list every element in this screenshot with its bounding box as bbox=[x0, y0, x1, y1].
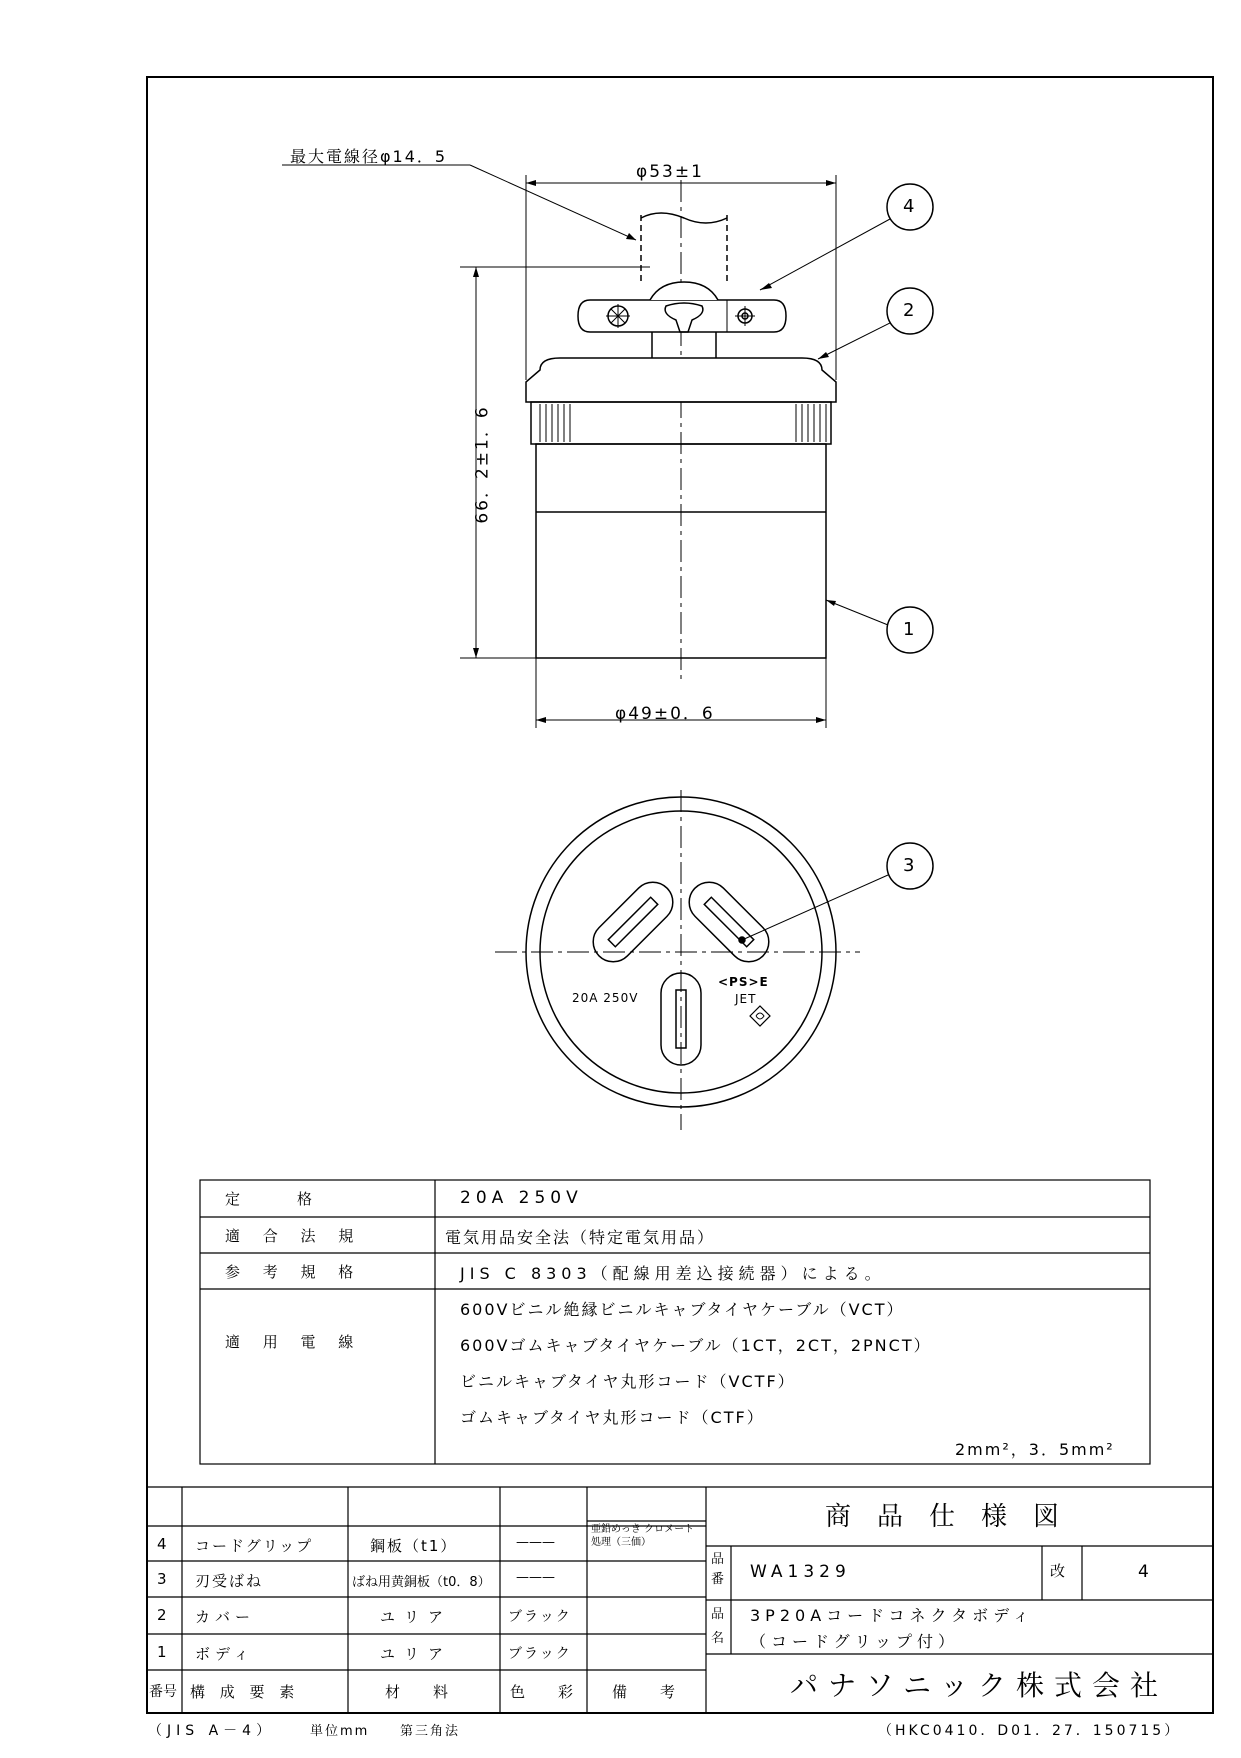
footer-projection: 第三角法 bbox=[400, 1724, 461, 1739]
header-color: 色 彩 bbox=[510, 1683, 583, 1701]
part-2-color: ブラック bbox=[508, 1609, 572, 1625]
spec-cable-4: ゴムキャブタイヤ丸形コード（CTF） bbox=[460, 1408, 765, 1427]
part-4-color: ——— bbox=[516, 1535, 555, 1550]
face-rating-text: 20A 250V bbox=[572, 991, 639, 1005]
face-jet-text: JET bbox=[735, 992, 757, 1006]
cord-break bbox=[641, 213, 727, 223]
top-diameter-dim: φ53±1 bbox=[636, 162, 704, 182]
spec-cable-sizes: 2mm²，3．5mm² bbox=[955, 1440, 1115, 1459]
part-4-note: 亜鉛めっき クロメート処理（三価） bbox=[591, 1524, 695, 1548]
cover-top bbox=[526, 358, 836, 402]
diamond-mark bbox=[750, 1006, 770, 1026]
face-ps-mark: <PS>E bbox=[718, 975, 769, 989]
bottom-diameter-dim: φ49±0．6 bbox=[615, 704, 715, 724]
part-2-no: 2 bbox=[157, 1606, 169, 1624]
leader-2 bbox=[818, 323, 890, 359]
part-3-material: ばね用黄銅板（t0．8） bbox=[352, 1575, 491, 1590]
balloon-4-label: 4 bbox=[903, 196, 915, 217]
height-dim: 66．2±1．6 bbox=[472, 405, 493, 524]
cord-grip-legs bbox=[652, 332, 716, 358]
hinmei-line-1: 3P20Aコードコネクタボディ bbox=[750, 1606, 1034, 1625]
spec-value-law: 電気用品安全法（特定電気用品） bbox=[445, 1228, 716, 1247]
max-wire-dia-label: 最大電線径φ14．5 bbox=[290, 147, 448, 166]
header-no: 番号 bbox=[149, 1684, 177, 1700]
slot-left bbox=[585, 874, 681, 970]
slot-right bbox=[681, 874, 777, 970]
kai-label: 改 bbox=[1050, 1562, 1066, 1580]
spec-label-standard: 参 考 規 格 bbox=[225, 1263, 363, 1281]
leader-4 bbox=[760, 219, 890, 290]
part-1-no: 1 bbox=[157, 1643, 169, 1661]
title: 商品仕様図 bbox=[825, 1502, 1086, 1532]
hinban-label: 品番 bbox=[711, 1552, 725, 1587]
part-2-name: カバー bbox=[195, 1608, 256, 1626]
cord-grip-bend bbox=[650, 282, 718, 300]
part-1-name: ボディ bbox=[195, 1645, 254, 1663]
cover-knurl bbox=[540, 404, 826, 442]
leader-max-wire bbox=[470, 165, 636, 240]
spec-cable-1: 600Vビニル絶縁ビニルキャブタイヤケーブル（VCT） bbox=[460, 1300, 905, 1319]
balloon-2-label: 2 bbox=[903, 300, 915, 321]
part-1-color: ブラック bbox=[508, 1646, 572, 1662]
balloon-1-label: 1 bbox=[903, 619, 915, 640]
kai-value: 4 bbox=[1138, 1562, 1149, 1582]
side-view bbox=[282, 165, 933, 728]
part-4-name: コードグリップ bbox=[195, 1537, 314, 1555]
footer-unit: 単位mm bbox=[310, 1724, 370, 1739]
part-4-material: 鋼板（t1） bbox=[370, 1537, 458, 1555]
part-4-no: 4 bbox=[157, 1535, 169, 1553]
balloon-3-label: 3 bbox=[903, 855, 915, 876]
spec-value-rating: 20A 250V bbox=[460, 1188, 583, 1208]
face-view bbox=[495, 790, 933, 1130]
hinban-value: WA1329 bbox=[750, 1562, 851, 1582]
leader-1 bbox=[826, 600, 888, 625]
header-component: 構 成 要 素 bbox=[190, 1683, 300, 1701]
header-remarks: 備 考 bbox=[612, 1683, 685, 1701]
footer-paper-size: （JIS A－4） bbox=[148, 1723, 276, 1739]
spec-label-rating: 定 格 bbox=[225, 1190, 322, 1208]
spec-cable-3: ビニルキャブタイヤ丸形コード（VCTF） bbox=[460, 1372, 796, 1391]
hinmei-line-2: （コードグリップ付） bbox=[750, 1632, 960, 1651]
leader-3 bbox=[742, 875, 888, 940]
part-3-color: ——— bbox=[516, 1570, 555, 1585]
spec-label-cable: 適 用 電 線 bbox=[225, 1333, 363, 1351]
part-3-name: 刃受ばね bbox=[195, 1572, 264, 1590]
company-name: パナソニック株式会社 bbox=[790, 1669, 1169, 1702]
part-3-no: 3 bbox=[157, 1570, 169, 1588]
spec-value-standard: JIS C 8303（配線用差込接続器）による。 bbox=[460, 1264, 886, 1283]
spec-cable-2: 600Vゴムキャブタイヤケーブル（1CT，2CT，2PNCT） bbox=[460, 1336, 932, 1355]
header-material: 材 料 bbox=[385, 1683, 458, 1701]
footer-doc-code: （HKC0410．D01．27．150715） bbox=[878, 1723, 1182, 1739]
part-1-material: ユリア bbox=[380, 1645, 453, 1663]
part-2-material: ユリア bbox=[380, 1608, 453, 1626]
spec-label-law: 適 合 法 規 bbox=[225, 1227, 363, 1245]
hinmei-label: 品名 bbox=[711, 1607, 725, 1646]
